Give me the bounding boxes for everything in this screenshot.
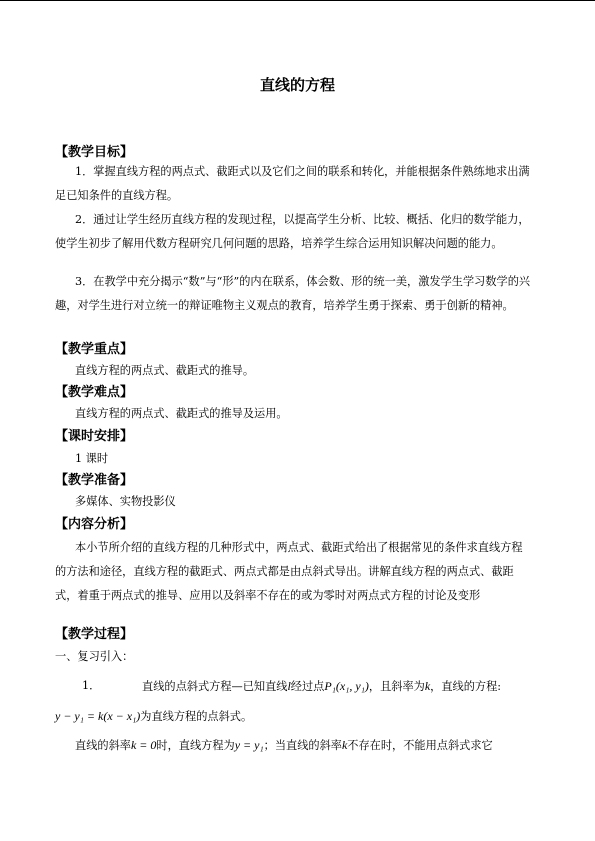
- text-segment: ，且斜率为: [368, 680, 425, 693]
- goal-item-2: [55, 208, 537, 256]
- text-segment: 经过点: [290, 680, 325, 693]
- review-item-number: 1．: [82, 679, 101, 692]
- goal-item-1: [55, 160, 537, 208]
- document-title: 直线的方程: [259, 76, 335, 94]
- review-item-line: [142, 677, 501, 696]
- point-slope-formula-line: [55, 707, 252, 726]
- y-equals-y1: y = y₁: [234, 738, 264, 752]
- step-review-intro: 一、复习引入：: [55, 650, 134, 663]
- goal-item-3: [55, 270, 537, 318]
- k-zero: k = 0: [130, 738, 157, 752]
- heading-teaching-goals: 【教学目标】: [55, 145, 134, 160]
- difficulties-text: 直线方程的两点式、截距式的推导及运用。: [75, 407, 288, 420]
- heading-teaching-process: 【教学过程】: [55, 627, 134, 642]
- text-segment: 直线的点斜式方程—已知直线: [142, 680, 288, 693]
- analysis-paragraph: [55, 536, 525, 608]
- text-segment: 为直线方程的点斜式。: [140, 710, 253, 723]
- goal-item-3-text: 3．在教学中充分揭示“数”与“形”的内在联系，体会数、形的统一美，激发学生学习数学的兴趣，对学生进行对立统一的辩证唯物主义观点的教育，培养学生勇于探索、勇于创新的精神。: [55, 275, 531, 312]
- text-segment: 直线的斜率: [75, 739, 131, 752]
- analysis-text: 本小节所介绍的直线方程的几种形式中，两点式、截距式给出了根据常见的条件求直线方程的方法和途径，直线方程的截距式、两点式都是由点斜式导出。讲解直线方程的两点式、截距式，着重于两点式的推导、应用以及斜率不存在的或为零时对两点式方程的讨论及变形: [55, 541, 523, 602]
- point-slope-formula: y − y₁ = k(x − x₁): [55, 709, 141, 723]
- schedule-text: 1 课时: [75, 452, 109, 465]
- var-k: k: [341, 738, 348, 752]
- point-p1: P₁(x₁, y₁): [324, 679, 369, 693]
- heading-key-points: 【教学重点】: [55, 342, 134, 357]
- goal-item-2-text: 2．通过让学生经历直线方程的发现过程，以提高学生分析、比较、概括、化归的数学能力，使学生初步了解用代数方程研究几何问题的思路，培养学生综合运用知识解决问题的能力。: [55, 213, 530, 250]
- heading-difficulties: 【教学难点】: [55, 385, 134, 400]
- heading-schedule: 【课时安排】: [55, 429, 134, 444]
- heading-content-analysis: 【内容分析】: [55, 517, 134, 532]
- text-segment: ，直线的方程:: [430, 680, 502, 693]
- heading-preparation: 【教学准备】: [55, 473, 134, 488]
- key-points-text: 直线方程的两点式、截距式的推导。: [75, 364, 255, 377]
- preparation-text: 多媒体、实物投影仪: [75, 495, 176, 508]
- text-segment: 不存在时，不能用点斜式求它: [347, 739, 493, 752]
- page-top-border: [0, 0, 595, 1]
- slope-cases-line: [75, 736, 493, 755]
- text-segment: ；当直线的斜率: [263, 739, 342, 752]
- var-l: l: [287, 679, 291, 693]
- var-k: k: [424, 679, 431, 693]
- goal-item-1-text: 1．掌握直线方程的两点式、截距式以及它们之间的联系和转化，并能根据条件熟练地求出满足已知条件的直线方程。: [55, 165, 530, 202]
- text-segment: 时，直线方程为: [156, 739, 235, 752]
